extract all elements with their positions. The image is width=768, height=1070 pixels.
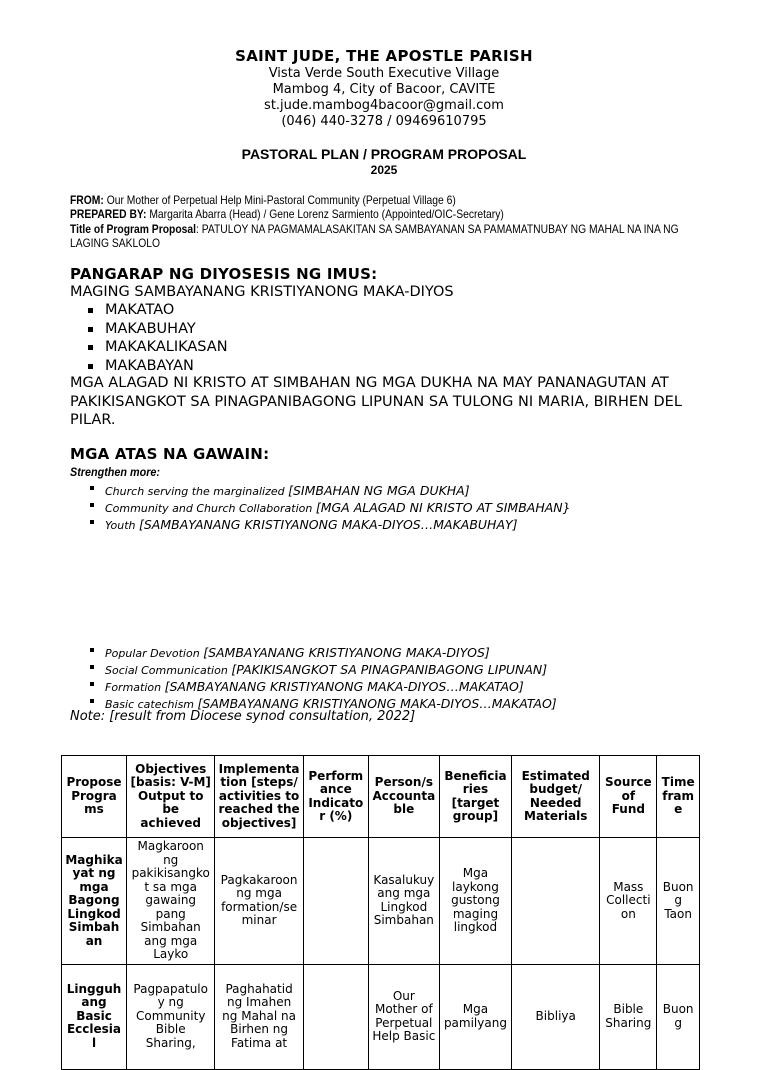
parish-phone: (046) 440-3278 / 09469610795 — [281, 114, 487, 129]
note-text: : [result from Diocese synod consultation, 2022] — [100, 709, 416, 724]
atas-list-a — [90, 480, 571, 531]
parish-address-line: Vista Verde South Executive Village — [268, 66, 500, 81]
atas-heading: MGA ATAS NA GAWAIN: — [70, 445, 270, 463]
strengthen-label: Strengthen more: — [70, 465, 161, 479]
column-header: Propose Programs — [62, 756, 127, 838]
column-header: Implementation [steps/ activities to reached the objectives] — [215, 756, 303, 838]
program-table — [61, 755, 700, 1070]
prepared-value: Margarita Abarra (Head) / Gene Lorenz Sarmiento (Appointed/OIC-Secretary) — [146, 207, 504, 221]
table-cell: Our Mother of Perpetual Help Basic — [368, 964, 439, 1069]
prepared-by-line — [70, 207, 710, 221]
column-header: Source of Fund — [600, 756, 657, 838]
table-cell: Maghikayat ng mga Bagong Lingkod Simbahan — [62, 838, 127, 965]
atas-item: Popular Devotion [SAMBAYANANG KRISTIYANONG MAKA-DIYOS] — [90, 642, 557, 659]
atas-list-b — [90, 642, 557, 710]
column-header: Person/s Accountable — [368, 756, 439, 838]
table-cell: Lingguhang Basic Ecclesial — [62, 964, 127, 1069]
table-row — [62, 838, 700, 965]
plan-year: 2025 — [370, 163, 398, 177]
from-line — [70, 193, 710, 207]
vision-line: MAGING SAMBAYANANG KRISTIYANONG MAKA-DIYOS — [70, 284, 454, 300]
table-cell — [303, 838, 368, 965]
vision-item: MAKABUHAY — [88, 320, 228, 339]
table-header-row — [62, 756, 700, 838]
column-header: Objectives [basis: V-M] Output to be achieved — [127, 756, 215, 838]
program-title-value: : PATULOY NA PAGMAMALASAKITAN SA SAMBAYANAN SA PAMAMATNUBAY NG MAHAL NA INA NG LAGING SAKLOLO — [70, 222, 679, 250]
table-cell: Mga laykong gustong maging lingkod — [439, 838, 511, 965]
vision-paragraph: MGA ALAGAD NI KRISTO AT SIMBAHAN NG MGA DUKHA NA MAY PANANAGUTAN AT PAKIKISANGKOT SA PINAGPANIBAGONG LIPUNAN SA TULONG NI MARIA, BIRHEN DEL PILAR. — [70, 375, 682, 428]
vision-item: MAKAKALIKASAN — [88, 338, 228, 357]
table-cell: Buong Taon — [657, 838, 700, 965]
prepared-label: PREPARED BY: — [70, 207, 147, 221]
table-row — [62, 964, 700, 1069]
atas-item: Formation [SAMBAYANANG KRISTIYANONG MAKA-DIYOS…MAKATAO] — [90, 676, 557, 693]
atas-item: Youth [SAMBAYANANG KRISTIYANONG MAKA-DIYOS…MAKABUHAY] — [90, 514, 571, 531]
column-header: Performance Indicator (%) — [303, 756, 368, 838]
vision-item: MAKATAO — [88, 301, 228, 320]
atas-item: Community and Church Collaboration [MGA ALAGAD NI KRISTO AT SIMBAHAN} — [90, 497, 571, 514]
program-title-label: Title of Program Proposal — [70, 222, 196, 236]
from-value: Our Mother of Perpetual Help Mini-Pastoral Community (Perpetual Village 6) — [103, 193, 456, 207]
table-cell — [512, 838, 600, 965]
table-cell: Magkaroon ng pakikisangkot sa mga gawaing pang Simbahan ang mga Layko — [127, 838, 215, 965]
note-label: Note — [70, 709, 101, 724]
table-cell: Mass Collection — [600, 838, 657, 965]
parish-name: SAINT JUDE, THE APOSTLE PARISH — [235, 47, 533, 65]
program-title-line — [70, 222, 710, 250]
atas-item: Church serving the marginalized [SIMBAHAN NG MGA DUKHA] — [90, 480, 571, 497]
table-cell — [303, 964, 368, 1069]
column-header: Time frame — [657, 756, 700, 838]
column-header: Beneficiaries [target group] — [439, 756, 511, 838]
table-cell: Paghahatid ng Imahen ng Mahal na Birhen ng Fatima at — [215, 964, 303, 1069]
vision-list — [88, 301, 228, 375]
table-cell: Pagpapatuloy ng Community Bible Sharing, — [127, 964, 215, 1069]
table-cell: Mga pamilyang — [439, 964, 511, 1069]
from-label: FROM: — [70, 193, 104, 207]
atas-item: Social Communication [PAKIKISANGKOT SA PINAGPANIBAGONG LIPUNAN] — [90, 659, 557, 676]
plan-title: PASTORAL PLAN / PROGRAM PROPOSAL — [241, 146, 527, 162]
atas-item: Basic catechism [SAMBAYANANG KRISTIYANONG MAKA-DIYOS…MAKATAO] — [90, 693, 557, 710]
table-cell: Bibliya — [512, 964, 600, 1069]
note — [70, 709, 415, 724]
parish-address-line: Mambog 4, City of Bacoor, CAVITE — [272, 82, 496, 97]
table-cell: Buong — [657, 964, 700, 1069]
table-cell: Bible Sharing — [600, 964, 657, 1069]
vision-item: MAKABAYAN — [88, 357, 228, 376]
column-header: Estimated budget/ Needed Materials — [512, 756, 600, 838]
parish-email: st.jude.mambog4bacoor@gmail.com — [264, 98, 504, 113]
table-cell: Pagkakaroon ng mga formation/seminar — [215, 838, 303, 965]
table-cell: Kasalukuyang mga Lingkod Simbahan — [368, 838, 439, 965]
vision-heading: PANGARAP NG DIYOSESIS NG IMUS: — [70, 265, 378, 283]
